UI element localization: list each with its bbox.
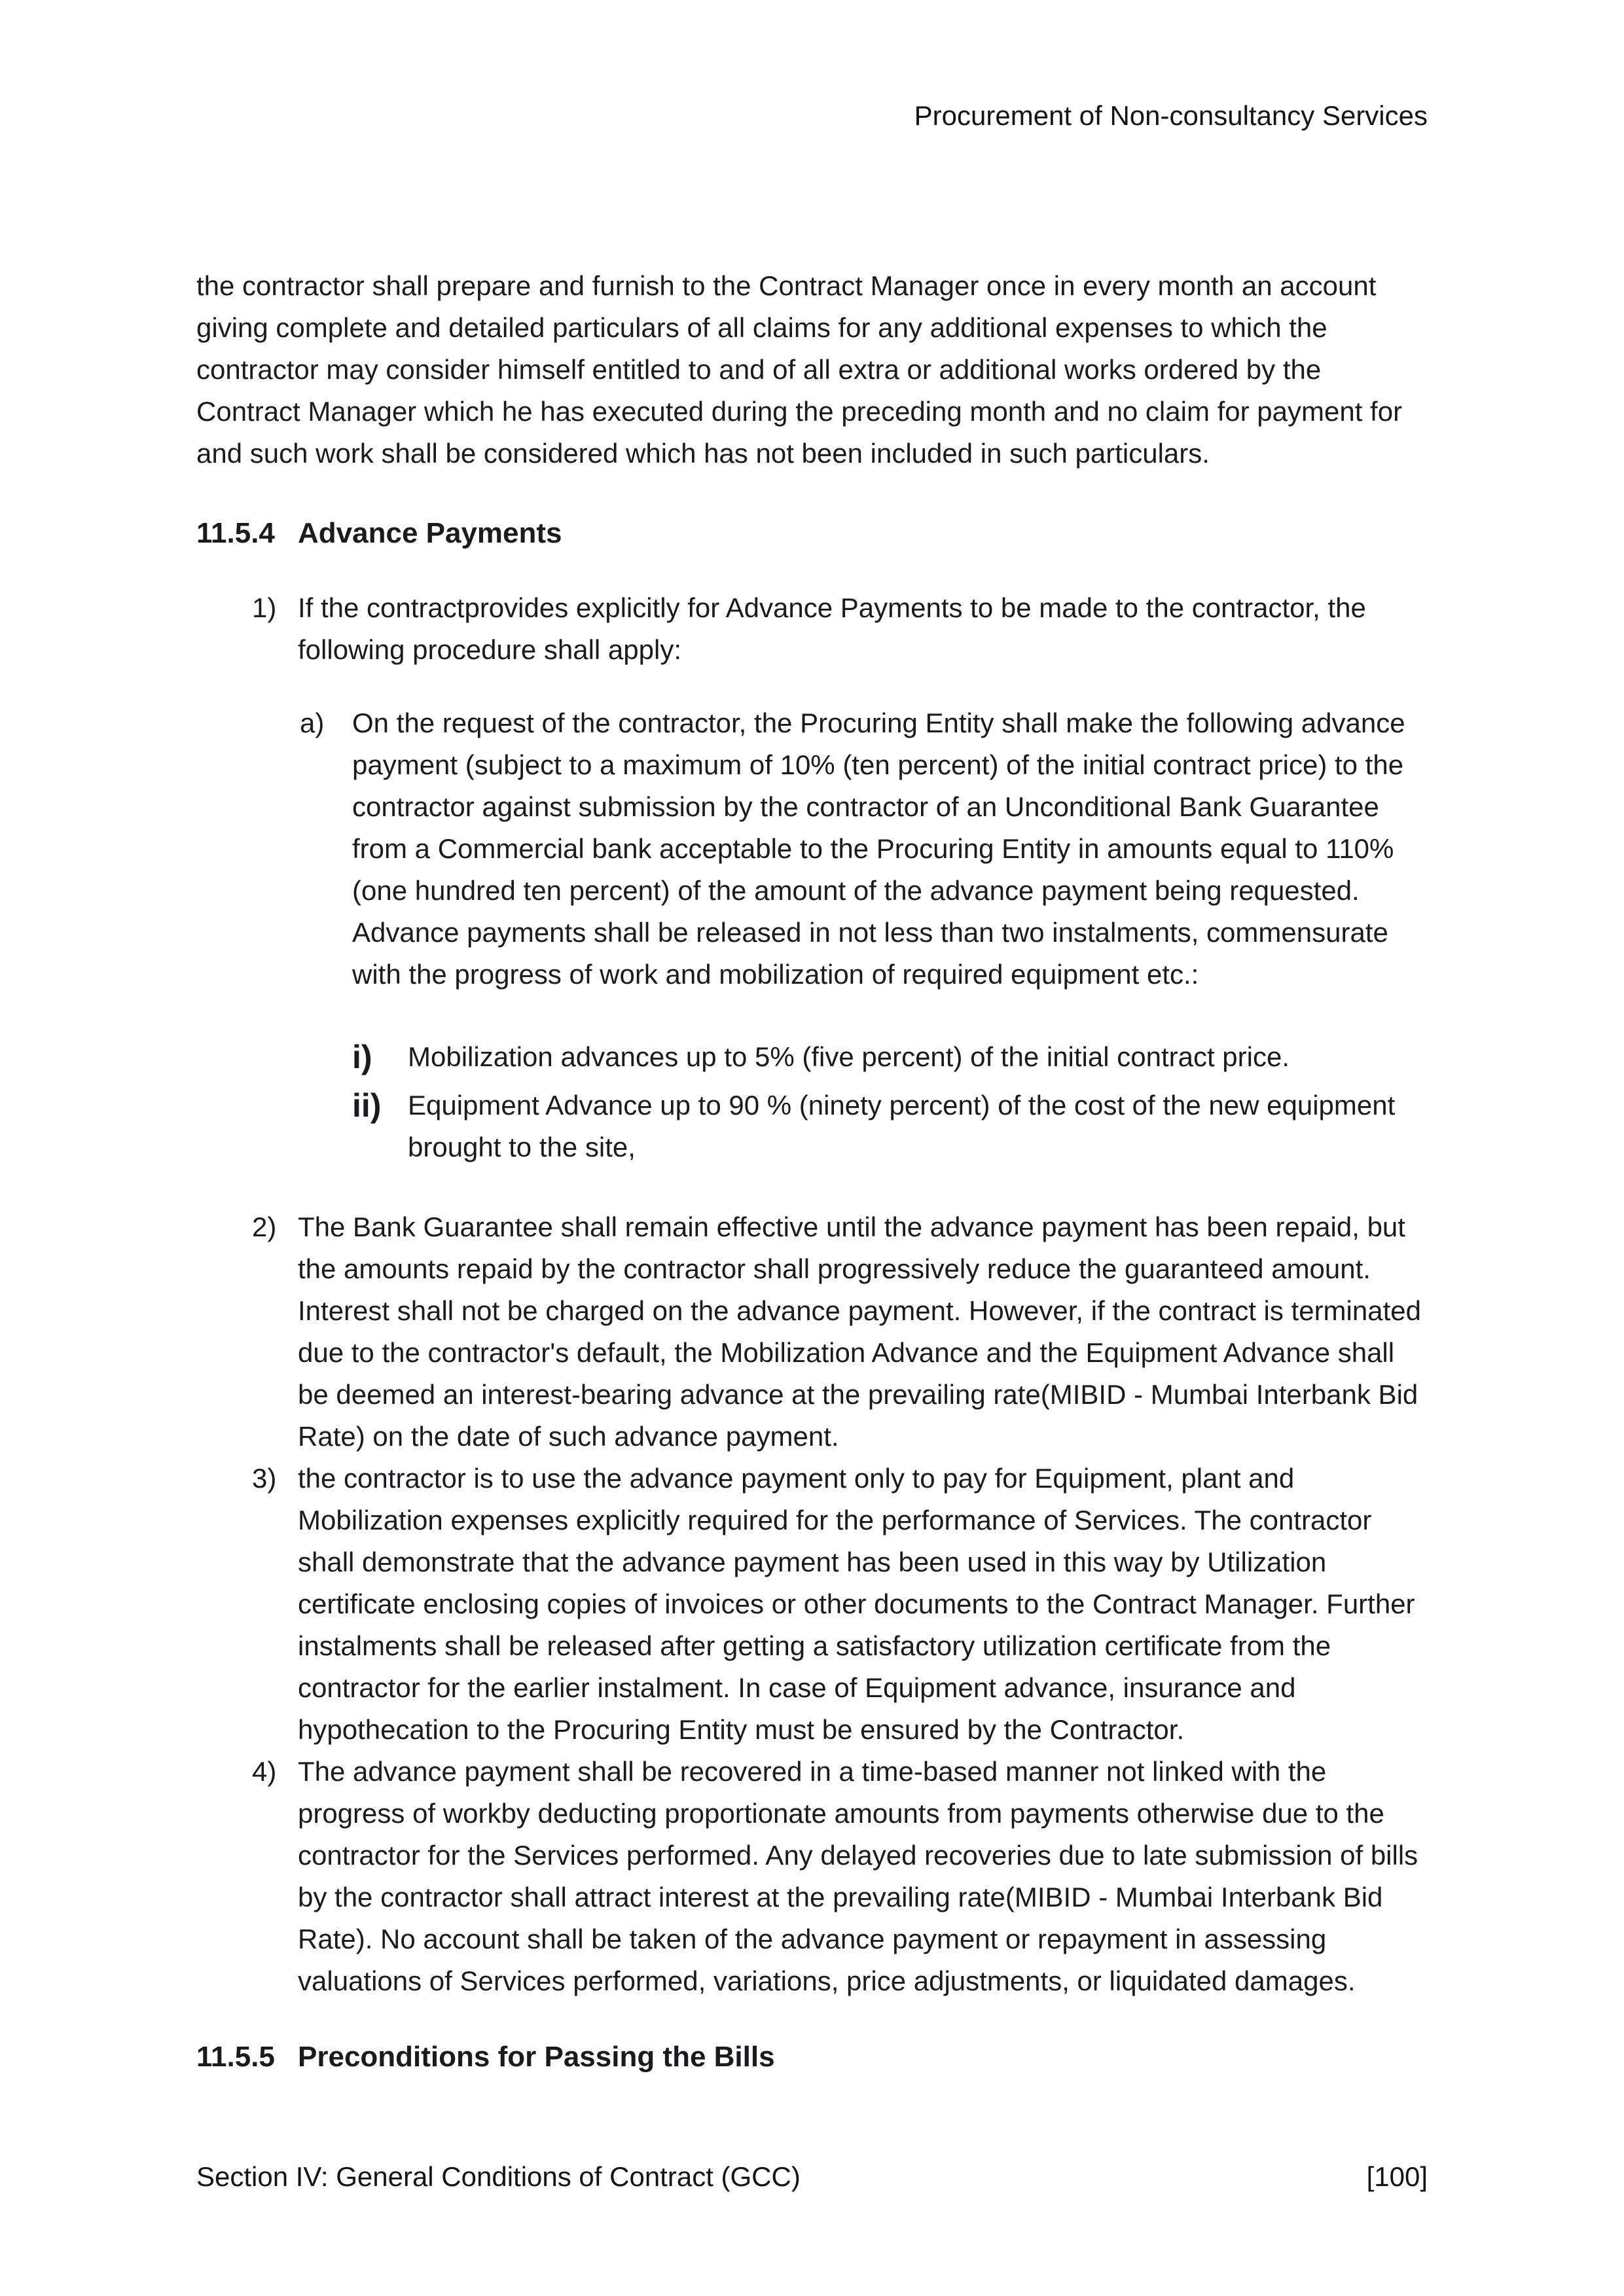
list-item-4 xyxy=(196,1751,1431,2002)
list-item-a xyxy=(196,702,1431,996)
list-text-i: Mobilization advances up to 5% (five percent) of the initial contract price. xyxy=(408,1041,1290,1072)
list-text-3: the contractor is to use the advance payment only to pay for Equipment, plant and Mobilization expenses explicitly required for the performance of Services. The contractor shall demonstrate that the advance payment has been used in this way by Utilization certificate enclosing copies of invoices or other documents to the Contract Manager. Further instalments shall be released after getting a satisfactory utilization certificate from the contractor for the earlier instalment. In case of Equipment advance, insurance and hypothecation to the Procuring Entity must be ensured by the Contractor. xyxy=(298,1463,1415,1745)
list-item-1 xyxy=(196,587,1431,671)
section-number: 11.5.4 xyxy=(196,517,275,549)
intro-paragraph: the contractor shall prepare and furnish to the Contract Manager once in every month an account giving complete and detailed particulars of all claims for any additional expenses to which the contractor may consider himself entitled to and of all extra or additional works ordered by the Contract Manager which he has executed during the preceding month and no claim for payment for and such work shall be considered which has not been included in such particulars. xyxy=(196,270,1403,469)
list-item-3 xyxy=(196,1458,1431,1751)
page-header xyxy=(196,95,1428,137)
list-text-ii: Equipment Advance up to 90 % (ninety percent) of the cost of the new equipment brought to the site, xyxy=(408,1090,1396,1162)
list-text-4: The advance payment shall be recovered in a time-based manner not linked with the progress of workby deducting proportionate amounts from payments otherwise due to the contractor for the Services performed. Any delayed recoveries due to late submission of bills by the contractor shall attract interest at the prevailing rate(MIBID - Mumbai Interbank Bid Rate). No account shall be taken of the advance payment or repayment in assessing valuations of Services performed, variations, price adjustments, or liquidated damages. xyxy=(298,1756,1418,1996)
list-text-a: On the request of the contractor, the Procuring Entity shall make the following advance payment (subject to a maximum of 10% (ten percent) of the initial contract price) to the contractor against submission by the contractor of an Unconditional Bank Guarantee from a Commercial bank acceptable to the Procuring Entity in amounts equal to 110% (one hundred ten percent) of the amount of the advance payment being requested. Advance payments shall be released in not less than two instalments, commensurate with the progress of work and mobilization of required equipment etc.: xyxy=(352,708,1405,990)
section-title-preconditions: Preconditions for Passing the Bills xyxy=(298,2041,775,2073)
list-marker-1: 1) xyxy=(252,592,277,623)
list-text-1: If the contractprovides explicitly for Advance Payments to be made to the contractor, the following procedure shall apply: xyxy=(298,592,1366,665)
section-heading-advance-payments xyxy=(196,512,1431,554)
list-marker-ii: ii) xyxy=(352,1087,382,1124)
list-marker-i: i) xyxy=(352,1039,372,1075)
section-number-preconditions: 11.5.5 xyxy=(196,2041,275,2073)
list-marker-4: 4) xyxy=(252,1756,277,1787)
list-marker-3: 3) xyxy=(252,1463,277,1494)
list-marker-2: 2) xyxy=(252,1211,277,1242)
list-item-i xyxy=(196,1036,1431,1078)
list-item-ii xyxy=(196,1085,1431,1168)
document-content xyxy=(196,265,1431,2078)
list-item-2 xyxy=(196,1206,1431,1458)
section-title: Advance Payments xyxy=(298,517,562,549)
footer-section-label: Section IV: General Conditions of Contract (GCC) xyxy=(196,2161,801,2192)
page-footer xyxy=(196,2156,1428,2198)
section-heading-preconditions xyxy=(196,2036,1431,2078)
header-title: Procurement of Non-consultancy Services xyxy=(914,100,1428,131)
list-marker-a: a) xyxy=(300,708,325,738)
list-text-2: The Bank Guarantee shall remain effective until the advance payment has been repaid, but the amounts repaid by the contractor shall progressively reduce the guaranteed amount. Interest shall not be charged on the advance payment. However, if the contract is terminated due to the contractor's default, the Mobilization Advance and the Equipment Advance shall be deemed an interest-bearing advance at the prevailing rate(MIBID - Mumbai Interbank Bid Rate) on the date of such advance payment. xyxy=(298,1211,1421,1452)
footer-page-number: [100] xyxy=(1366,2161,1428,2192)
